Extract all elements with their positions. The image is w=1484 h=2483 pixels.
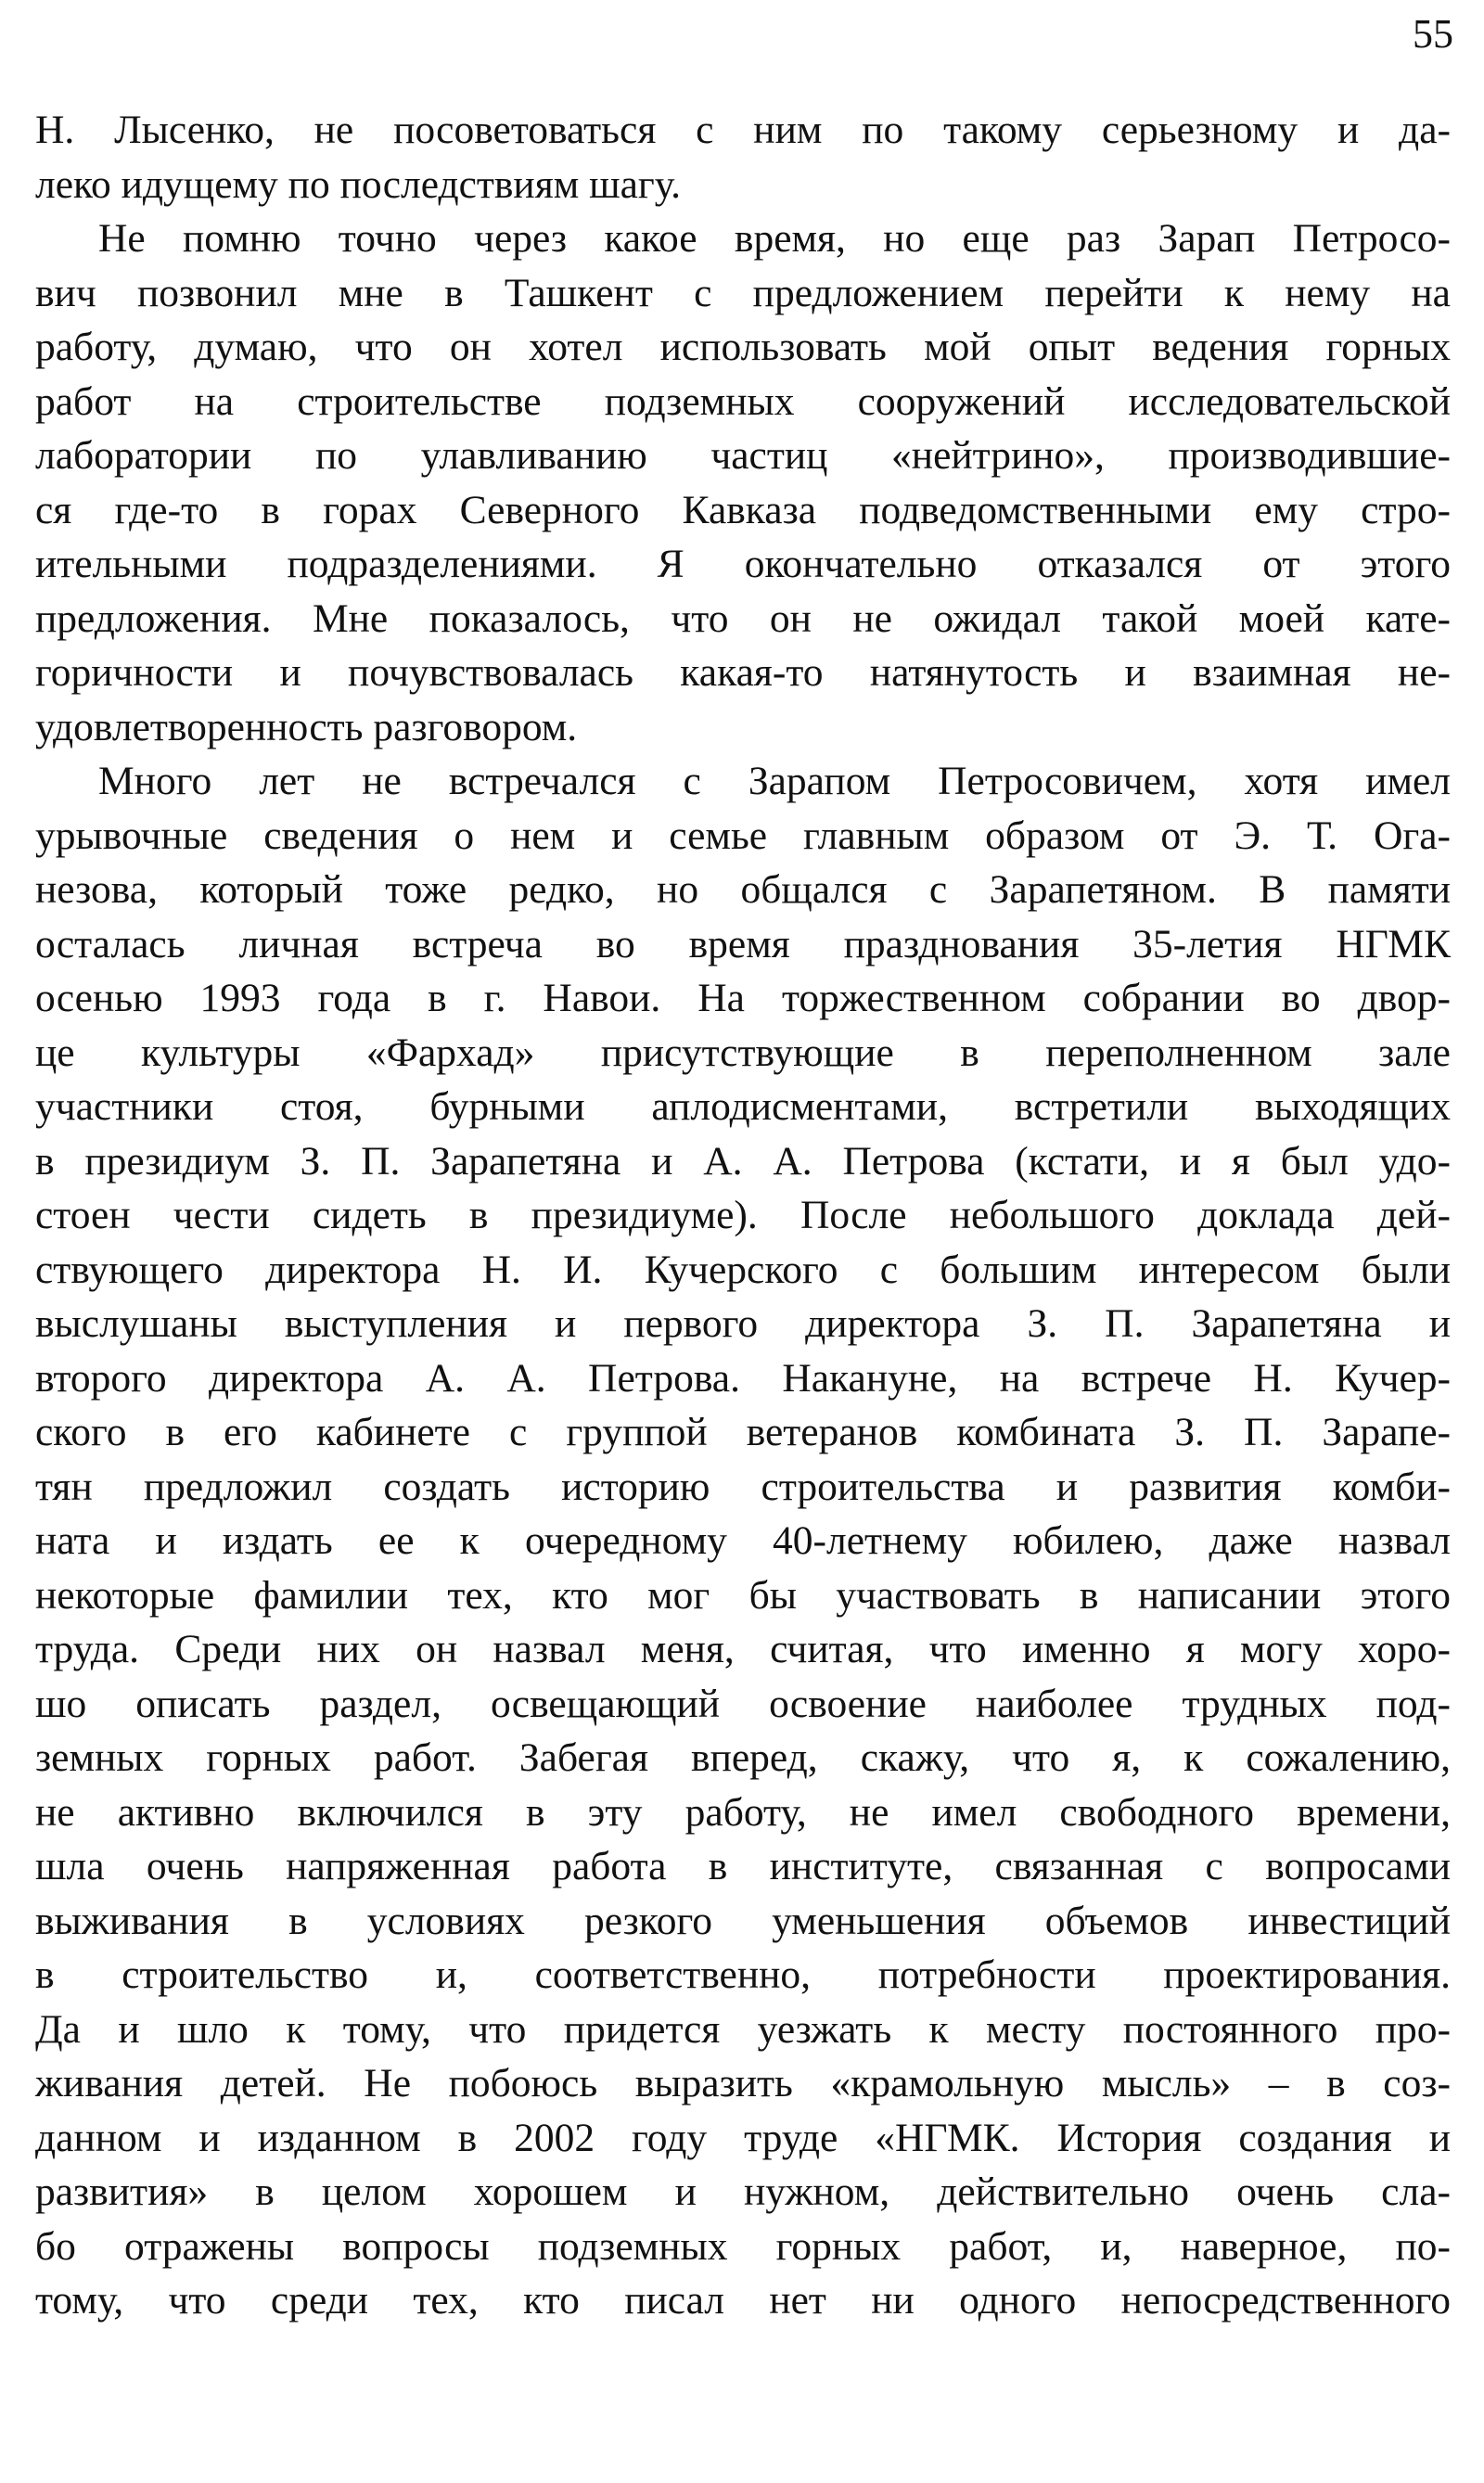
text-line: леко идущему по последствиям шагу. bbox=[35, 161, 682, 207]
text-line: це культуры «Фархад» присутствующие в переполненном зале bbox=[35, 1030, 1451, 1075]
text-line: земных горных работ. Забегая вперед, скажу, что я, к сожалению, bbox=[35, 1735, 1451, 1780]
text-line: работ на строительстве подземных сооружений исследовательской bbox=[35, 378, 1451, 424]
text-line: развития» в целом хорошем и нужном, действительно очень сла- bbox=[35, 2169, 1451, 2214]
text-line: стоен чести сидеть в президиуме). После небольшого доклада дей- bbox=[35, 1193, 1451, 1237]
body-text bbox=[35, 103, 1451, 2328]
text-line: выслушаны выступления и первого директора З. П. Зарапетяна и bbox=[35, 1301, 1451, 1346]
text-line: шо описать раздел, освещающий освоение наиболее трудных под- bbox=[35, 1681, 1451, 1726]
text-line: вич позвонил мне в Ташкент с предложением перейти к нему на bbox=[35, 270, 1451, 315]
text-line: выживания в условиях резкого уменьшения объемов инвестиций bbox=[35, 1898, 1451, 1943]
text-line: живания детей. Не побоюсь выразить «крамольную мысль» – в соз- bbox=[35, 2061, 1451, 2105]
text-line: тян предложил создать историю строительства и развития комби- bbox=[35, 1464, 1451, 1509]
text-line: некоторые фамилии тех, кто мог бы участвовать в написании этого bbox=[35, 1572, 1451, 1618]
paragraph-2 bbox=[35, 211, 1451, 754]
text-line: данном и изданном в 2002 году труде «НГМК. История создания и bbox=[35, 2115, 1451, 2160]
page-number: 55 bbox=[1413, 11, 1453, 57]
text-line: участники стоя, бурными аплодисментами, встретили выходящих bbox=[35, 1084, 1451, 1129]
text-line: ского в его кабинете с группой ветеранов комбината З. П. Зарапе- bbox=[35, 1410, 1451, 1454]
text-line: урывочные сведения о нем и семье главным образом от Э. Т. Ога- bbox=[35, 813, 1451, 858]
text-line: Н. Лысенко, не посоветоваться с ним по такому серьезному и да- bbox=[35, 108, 1451, 152]
paragraph-1 bbox=[35, 103, 1451, 211]
text-line: предложения. Мне показалось, что он не ожидал такой моей кате- bbox=[35, 595, 1451, 641]
paragraph-3 bbox=[35, 754, 1451, 2328]
text-line: ствующего директора Н. И. Кучерского с большим интересом были bbox=[35, 1247, 1451, 1292]
text-line: Не помню точно через какое время, но еще раз Зарап Петросо- bbox=[98, 216, 1451, 261]
text-line: ся где-то в горах Северного Кавказа подведомственными ему стро- bbox=[35, 487, 1451, 532]
text-line: не активно включился в эту работу, не имел свободного времени, bbox=[35, 1789, 1451, 1835]
text-line: незова, который тоже редко, но общался с Зарапетяном. В памяти bbox=[35, 867, 1451, 912]
text-line: осталась личная встреча во время празднования 35-летия НГМК bbox=[35, 921, 1451, 966]
text-line: в президиум З. П. Зарапетяна и А. А. Петрова (кстати, и я был удо- bbox=[35, 1138, 1451, 1184]
text-line: лаборатории по улавливанию частиц «нейтрино», производившие- bbox=[35, 433, 1451, 478]
text-line: удовлетворенность разговором. bbox=[35, 704, 578, 749]
text-line: бо отражены вопросы подземных горных работ, и, наверное, по- bbox=[35, 2223, 1451, 2269]
text-line: работу, думаю, что он хотел использовать мой опыт ведения горных bbox=[35, 325, 1451, 369]
text-line: второго директора А. А. Петрова. Накануне, на встрече Н. Кучер- bbox=[35, 1355, 1451, 1401]
text-line: осенью 1993 года в г. Навои. На торжественном собрании во двор- bbox=[35, 976, 1451, 1020]
text-line: ната и издать ее к очередному 40-летнему юбилею, даже назвал bbox=[35, 1518, 1451, 1563]
text-line: Много лет не встречался с Зарапом Петросовичем, хотя имел bbox=[98, 759, 1451, 803]
text-line: тому, что среди тех, кто писал нет ни одного непосредственного bbox=[35, 2278, 1451, 2323]
text-line: в строительство и, соответственно, потребности проектирования. bbox=[35, 1952, 1451, 1997]
text-line: труда. Среди них он назвал меня, считая, что именно я могу хоро- bbox=[35, 1627, 1451, 1671]
text-line: горичности и почувствовалась какая-то натянутость и взаимная не- bbox=[35, 650, 1451, 695]
text-line: ительными подразделениями. Я окончательно отказался от этого bbox=[35, 542, 1451, 586]
text-line: шла очень напряженная работа в институте, связанная с вопросами bbox=[35, 1844, 1451, 1888]
text-line: Да и шло к тому, что придется уезжать к месту постоянного про- bbox=[35, 2006, 1451, 2052]
